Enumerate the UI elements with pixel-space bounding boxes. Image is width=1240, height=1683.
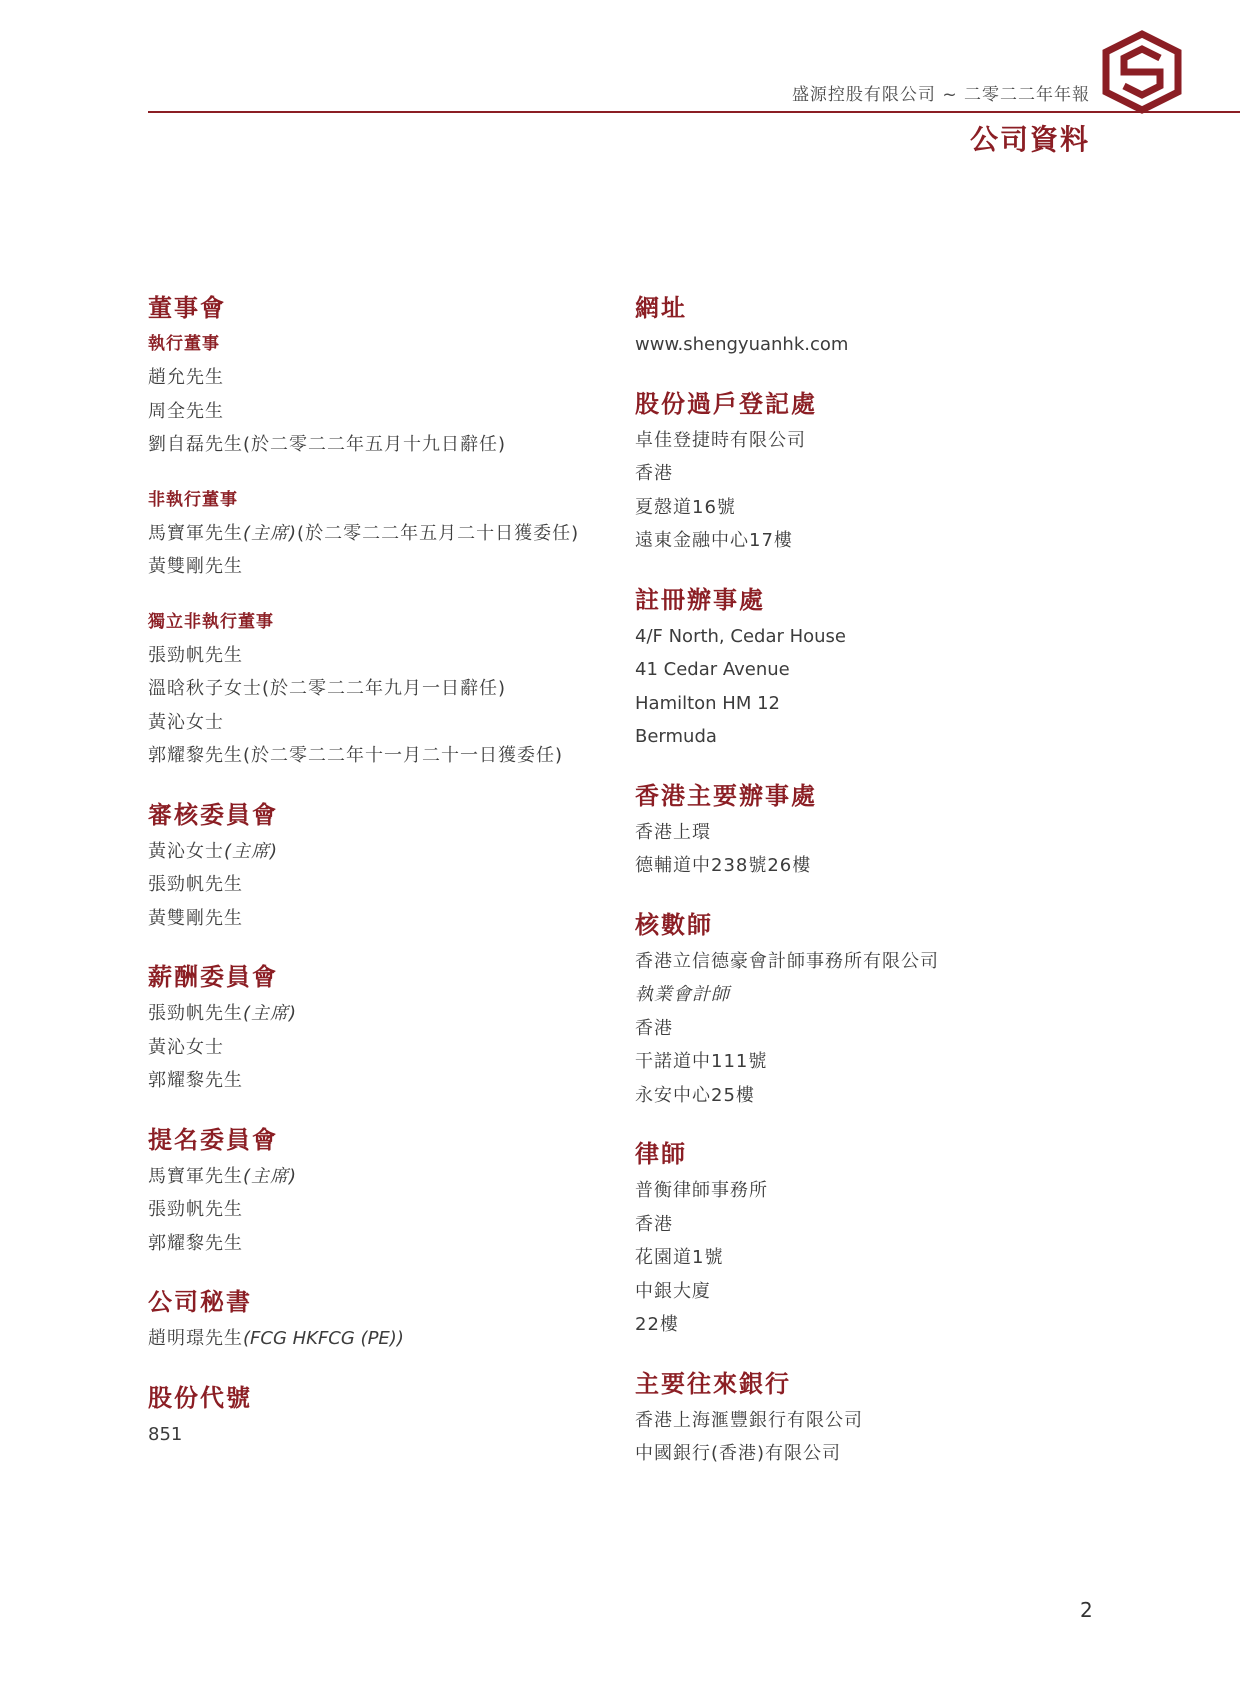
director-name: 溫晗秋子女士(於二零二二年九月一日辭任) xyxy=(148,678,507,699)
address-line: 花園道1號 xyxy=(635,1247,724,1268)
member-name: 黃沁女士 xyxy=(148,1036,224,1058)
director-role: (主席) xyxy=(243,522,298,544)
registered-office-section xyxy=(635,582,1105,754)
nomination-committee-heading: 提名委員會 xyxy=(148,1125,278,1154)
remuneration-committee-heading: 薪酬委員會 xyxy=(148,963,278,991)
address-line: Hamilton HM 12 xyxy=(635,692,780,714)
website-link[interactable]: www.shengyuanhk.com xyxy=(635,334,849,355)
address-line: 香港上環 xyxy=(635,821,711,843)
auditor-heading: 核數師 xyxy=(635,910,713,939)
page-title: 公司資料 xyxy=(969,123,1090,156)
board-section xyxy=(148,290,618,773)
address-line: 干諾道中111號 xyxy=(635,1051,768,1072)
audit-committee-section xyxy=(148,797,618,936)
nomination-committee-section xyxy=(148,1122,618,1261)
director-name: 黃雙剛先生 xyxy=(148,556,243,577)
address-line: 夏慤道16號 xyxy=(635,496,736,518)
page-number: 2 xyxy=(1080,1598,1093,1622)
committee-chair xyxy=(148,997,618,1031)
company-secretary-section xyxy=(148,1284,618,1356)
report-header: 盛源控股有限公司 ~ 二零二二年年報 xyxy=(791,85,1090,105)
committee-chair xyxy=(148,1160,618,1194)
secretary-name: 趙明璟先生 xyxy=(148,1328,243,1349)
member-name: 郭耀黎先生 xyxy=(148,1070,243,1091)
address-line: 41 Cedar Avenue xyxy=(635,659,790,680)
non-executive-directors xyxy=(148,484,618,584)
member-role: (主席) xyxy=(224,840,279,862)
secretary-entry xyxy=(148,1322,618,1356)
address-line: 香港 xyxy=(635,1017,673,1039)
director-name: 劉自磊先生(於二零二二年五月十九日辭任) xyxy=(148,434,507,455)
independent-directors-heading: 獨立非執行董事 xyxy=(148,611,274,632)
share-registrar-section xyxy=(635,386,1105,558)
hk-office-heading: 香港主要辦事處 xyxy=(635,781,817,810)
stock-code-value: 851 xyxy=(148,1423,183,1445)
secretary-credentials: (FCG HKFCG (PE)) xyxy=(243,1328,404,1349)
legal-adviser-section xyxy=(635,1136,1105,1342)
registered-office-heading: 註冊辦事處 xyxy=(635,585,765,614)
address-line: 卓佳登捷時有限公司 xyxy=(635,429,806,451)
address-line: Bermuda xyxy=(635,726,717,747)
website-heading: 網址 xyxy=(635,294,687,322)
committee-chair xyxy=(148,835,618,869)
member-role: (主席) xyxy=(243,1003,298,1024)
principal-banks-heading: 主要往來銀行 xyxy=(635,1369,791,1398)
executive-directors-heading: 執行董事 xyxy=(148,334,220,354)
address-line: 22樓 xyxy=(635,1314,679,1335)
shengyuan-logo-icon xyxy=(1102,30,1182,114)
director-name: 趙允先生 xyxy=(148,367,224,388)
director-entry xyxy=(148,517,618,551)
director-name: 郭耀黎先生(於二零二二年十一月二十一日獲委任) xyxy=(148,745,564,766)
bank-name: 香港上海滙豐銀行有限公司 xyxy=(635,1409,863,1431)
auditor-firm: 香港立信德豪會計師事務所有限公司 xyxy=(635,950,939,972)
remuneration-committee-section xyxy=(148,959,618,1098)
member-name: 郭耀黎先生 xyxy=(148,1232,243,1254)
non-executive-directors-heading: 非執行董事 xyxy=(148,489,238,510)
member-name: 張勁帆先生 xyxy=(148,1003,243,1024)
address-line: 香港 xyxy=(635,1213,673,1235)
director-name: 周全先生 xyxy=(148,400,224,422)
stock-code-heading: 股份代號 xyxy=(148,1383,252,1412)
share-registrar-heading: 股份過戶登記處 xyxy=(635,389,817,418)
director-note: (於二零二二年五月二十日獲委任) xyxy=(297,522,580,544)
left-column xyxy=(148,290,618,1475)
audit-committee-heading: 審核委員會 xyxy=(148,800,278,829)
member-name: 馬寶軍先生 xyxy=(148,1165,243,1187)
member-name: 張勁帆先生 xyxy=(148,1199,243,1220)
address-line: 遠東金融中心17樓 xyxy=(635,530,793,551)
hk-office-section xyxy=(635,778,1105,883)
website-section xyxy=(635,290,1105,362)
legal-adviser-heading: 律師 xyxy=(635,1140,687,1168)
director-name: 張勁帆先生 xyxy=(148,644,243,666)
auditor-designation: 執業會計師 xyxy=(635,984,730,1005)
director-name: 黃沁女士 xyxy=(148,711,224,733)
independent-directors xyxy=(148,606,618,773)
principal-banks-section xyxy=(635,1366,1105,1471)
bank-name: 中國銀行(香港)有限公司 xyxy=(635,1443,842,1464)
address-line: 4/F North, Cedar House xyxy=(635,625,847,647)
board-heading: 董事會 xyxy=(148,294,226,322)
address-line: 永安中心25樓 xyxy=(635,1084,755,1106)
member-role: (主席) xyxy=(243,1165,298,1187)
address-line: 德輔道中238號26樓 xyxy=(635,855,812,876)
company-secretary-heading: 公司秘書 xyxy=(148,1288,252,1316)
address-line: 香港 xyxy=(635,463,673,484)
executive-directors xyxy=(148,328,618,462)
director-name: 馬寶軍先生 xyxy=(148,522,243,544)
member-name: 黃雙剛先生 xyxy=(148,907,243,929)
header-divider xyxy=(148,111,1240,113)
auditor-section xyxy=(635,907,1105,1113)
member-name: 張勁帆先生 xyxy=(148,874,243,895)
stock-code-section xyxy=(148,1380,618,1452)
right-column xyxy=(635,290,1105,1495)
address-line: 普衡律師事務所 xyxy=(635,1180,768,1201)
member-name: 黃沁女士 xyxy=(148,840,224,862)
address-line: 中銀大廈 xyxy=(635,1280,711,1302)
